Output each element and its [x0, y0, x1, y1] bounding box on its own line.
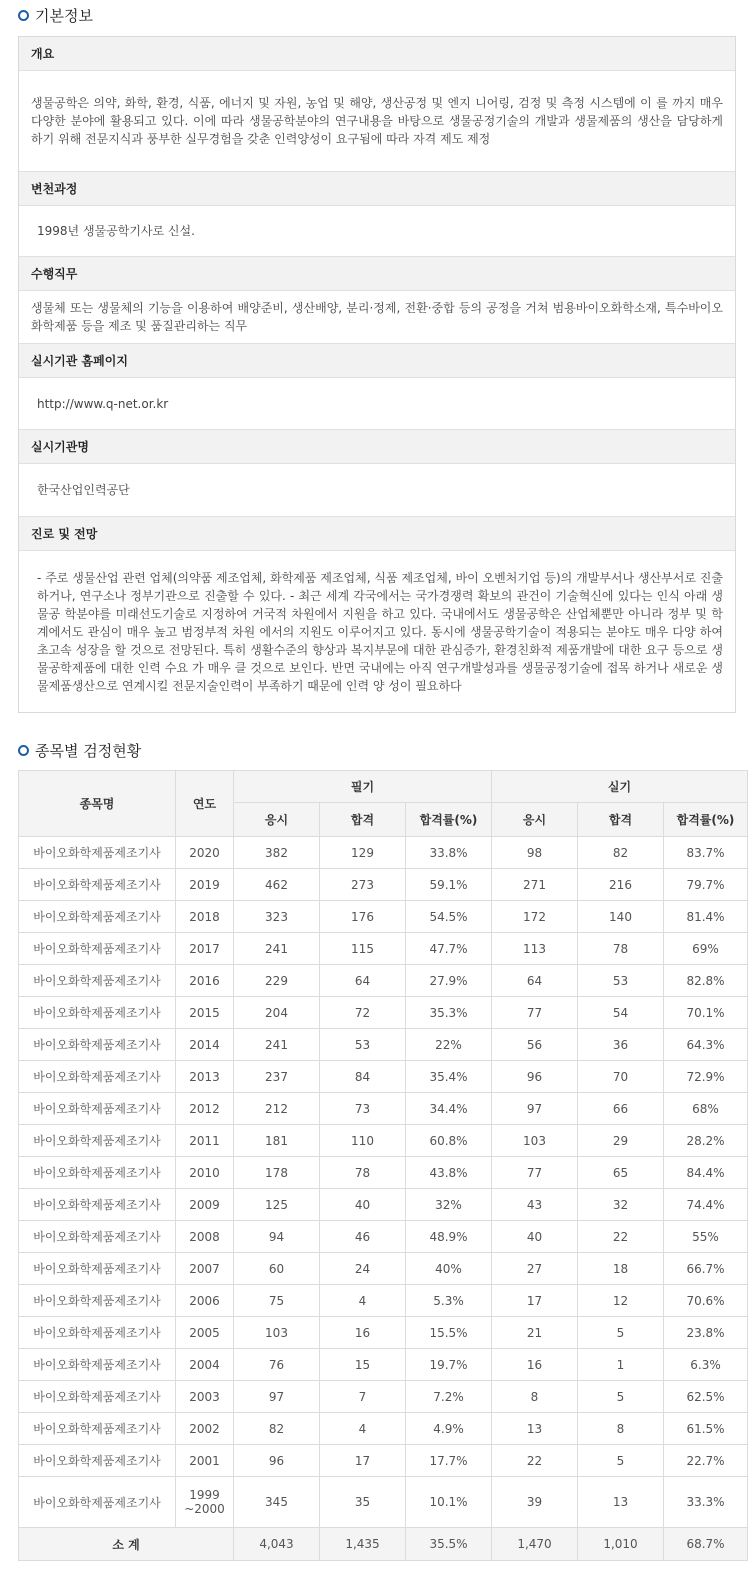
cell-written-rate: 19.7% [406, 1349, 492, 1381]
cell-written-passed: 78 [320, 1157, 406, 1189]
cell-name: 바이오화학제품제조기사 [19, 1029, 176, 1061]
cell-year: 2020 [176, 837, 234, 869]
cell-practical-applied: 103 [492, 1125, 578, 1157]
cell-written-applied: 96 [234, 1445, 320, 1477]
cell-written-applied: 462 [234, 869, 320, 901]
cell-practical-passed: 5 [578, 1317, 664, 1349]
cell-practical-passed: 216 [578, 869, 664, 901]
cell-year: 2011 [176, 1125, 234, 1157]
cell-practical-passed: 36 [578, 1029, 664, 1061]
cell-written-rate: 17.7% [406, 1445, 492, 1477]
cell-year: 1999 ~2000 [176, 1477, 234, 1528]
total-written-passed: 1,435 [320, 1528, 406, 1561]
cell-written-applied: 323 [234, 901, 320, 933]
section-bullet-icon [18, 10, 29, 21]
cell-written-applied: 60 [234, 1253, 320, 1285]
cell-practical-applied: 16 [492, 1349, 578, 1381]
cell-practical-applied: 21 [492, 1317, 578, 1349]
cell-written-rate: 40% [406, 1253, 492, 1285]
cell-written-passed: 84 [320, 1061, 406, 1093]
cell-written-applied: 125 [234, 1189, 320, 1221]
stats-title-text: 종목별 검정현황 [35, 742, 142, 760]
cell-name: 바이오화학제품제조기사 [19, 1317, 176, 1349]
cell-name: 바이오화학제품제조기사 [19, 933, 176, 965]
col-header-written-passed: 합격 [320, 803, 406, 837]
cell-practical-rate: 72.9% [664, 1061, 748, 1093]
cell-practical-rate: 74.4% [664, 1189, 748, 1221]
basic-info-title [18, 5, 93, 26]
cell-practical-applied: 64 [492, 965, 578, 997]
table-row [19, 1189, 748, 1221]
cell-year: 2013 [176, 1061, 234, 1093]
cell-practical-rate: 33.3% [664, 1477, 748, 1528]
cell-written-applied: 237 [234, 1061, 320, 1093]
cell-practical-rate: 69% [664, 933, 748, 965]
cell-practical-rate: 70.1% [664, 997, 748, 1029]
cell-practical-rate: 83.7% [664, 837, 748, 869]
cell-practical-rate: 82.8% [664, 965, 748, 997]
overview-text: 생물공학은 의약, 화학, 환경, 식품, 에너지 및 자원, 농업 및 해양, 생산공정 및 엔지 니어링, 검정 및 측정 시스템에 이 를 까지 매우 다양한 분야에 활용되고 있다. 이에 따라 생물공학분야의 연구내용을 바탕으로 생물공정기술의 개발과 생물제품의 생산을 담당하게 하기 위해 전문지식과 풍부한 실무경험을 갖춘 인력양성이 요구됨에 따라 자격 제도 제정 [31, 96, 723, 146]
cell-written-passed: 4 [320, 1413, 406, 1445]
cell-practical-applied: 13 [492, 1413, 578, 1445]
cell-name: 바이오화학제품제조기사 [19, 997, 176, 1029]
cell-written-rate: 35.3% [406, 997, 492, 1029]
cell-written-passed: 4 [320, 1285, 406, 1317]
cell-practical-rate: 6.3% [664, 1349, 748, 1381]
cell-practical-applied: 40 [492, 1221, 578, 1253]
cell-written-applied: 82 [234, 1413, 320, 1445]
cell-practical-applied: 97 [492, 1093, 578, 1125]
cell-written-passed: 273 [320, 869, 406, 901]
career-heading: 진로 및 전망 [19, 517, 735, 551]
cell-written-rate: 27.9% [406, 965, 492, 997]
cell-name: 바이오화학제품제조기사 [19, 1061, 176, 1093]
stats-table-body [19, 837, 748, 1528]
cell-written-rate: 32% [406, 1189, 492, 1221]
table-row [19, 1445, 748, 1477]
cell-written-rate: 10.1% [406, 1477, 492, 1528]
cell-practical-passed: 78 [578, 933, 664, 965]
table-row [19, 1093, 748, 1125]
cell-practical-applied: 98 [492, 837, 578, 869]
cell-written-rate: 54.5% [406, 901, 492, 933]
cell-year: 2002 [176, 1413, 234, 1445]
cell-year: 2007 [176, 1253, 234, 1285]
cell-written-passed: 176 [320, 901, 406, 933]
cell-practical-rate: 70.6% [664, 1285, 748, 1317]
cell-written-passed: 110 [320, 1125, 406, 1157]
cell-written-passed: 115 [320, 933, 406, 965]
cell-practical-rate: 23.8% [664, 1317, 748, 1349]
total-practical-passed: 1,010 [578, 1528, 664, 1561]
cell-name: 바이오화학제품제조기사 [19, 1445, 176, 1477]
cell-year: 2005 [176, 1317, 234, 1349]
cell-practical-rate: 68% [664, 1093, 748, 1125]
cell-written-applied: 382 [234, 837, 320, 869]
cell-practical-applied: 27 [492, 1253, 578, 1285]
cell-practical-passed: 12 [578, 1285, 664, 1317]
cell-practical-rate: 81.4% [664, 901, 748, 933]
agency-heading: 실시기관명 [19, 430, 735, 464]
cell-written-passed: 35 [320, 1477, 406, 1528]
cell-year: 2018 [176, 901, 234, 933]
table-row [19, 1413, 748, 1445]
cell-written-applied: 75 [234, 1285, 320, 1317]
cell-written-applied: 97 [234, 1381, 320, 1413]
cell-name: 바이오화학제품제조기사 [19, 869, 176, 901]
table-row [19, 1381, 748, 1413]
table-row [19, 1029, 748, 1061]
table-row [19, 933, 748, 965]
cell-practical-passed: 22 [578, 1221, 664, 1253]
col-header-practical: 실기 [492, 771, 748, 803]
career-body [19, 551, 735, 712]
cell-written-passed: 24 [320, 1253, 406, 1285]
homepage-heading: 실시기관 홈페이지 [19, 344, 735, 378]
cell-name: 바이오화학제품제조기사 [19, 1349, 176, 1381]
table-row [19, 837, 748, 869]
cell-name: 바이오화학제품제조기사 [19, 1253, 176, 1285]
cell-practical-rate: 61.5% [664, 1413, 748, 1445]
cell-written-rate: 59.1% [406, 869, 492, 901]
cell-written-applied: 241 [234, 1029, 320, 1061]
cell-name: 바이오화학제품제조기사 [19, 1221, 176, 1253]
agency-body [19, 464, 735, 517]
total-written-applied: 4,043 [234, 1528, 320, 1561]
cell-name: 바이오화학제품제조기사 [19, 1285, 176, 1317]
cell-practical-passed: 29 [578, 1125, 664, 1157]
cell-practical-rate: 66.7% [664, 1253, 748, 1285]
cell-practical-rate: 55% [664, 1221, 748, 1253]
cell-written-applied: 181 [234, 1125, 320, 1157]
history-heading: 변천과정 [19, 172, 735, 206]
table-row [19, 1477, 748, 1528]
cell-practical-passed: 8 [578, 1413, 664, 1445]
cell-year: 2015 [176, 997, 234, 1029]
cell-name: 바이오화학제품제조기사 [19, 1157, 176, 1189]
cell-year: 2012 [176, 1093, 234, 1125]
cell-name: 바이오화학제품제조기사 [19, 1125, 176, 1157]
cell-practical-passed: 5 [578, 1445, 664, 1477]
cell-year: 2009 [176, 1189, 234, 1221]
cell-year: 2017 [176, 933, 234, 965]
cell-practical-passed: 140 [578, 901, 664, 933]
col-header-practical-applied: 응시 [492, 803, 578, 837]
cell-written-passed: 46 [320, 1221, 406, 1253]
cell-written-applied: 241 [234, 933, 320, 965]
overview-body [19, 71, 735, 172]
cell-written-rate: 22% [406, 1029, 492, 1061]
table-row [19, 1253, 748, 1285]
cell-practical-passed: 5 [578, 1381, 664, 1413]
cell-practical-passed: 82 [578, 837, 664, 869]
cell-written-rate: 48.9% [406, 1221, 492, 1253]
cell-year: 2004 [176, 1349, 234, 1381]
duties-heading: 수행직무 [19, 257, 735, 291]
cell-practical-passed: 13 [578, 1477, 664, 1528]
cell-practical-passed: 65 [578, 1157, 664, 1189]
stats-table [18, 770, 748, 1561]
cell-written-passed: 16 [320, 1317, 406, 1349]
total-written-rate: 35.5% [406, 1528, 492, 1561]
cell-practical-applied: 8 [492, 1381, 578, 1413]
homepage-body [19, 378, 735, 430]
cell-written-passed: 40 [320, 1189, 406, 1221]
col-header-practical-rate: 합격률(%) [664, 803, 748, 837]
cell-written-passed: 73 [320, 1093, 406, 1125]
cell-written-passed: 15 [320, 1349, 406, 1381]
cell-practical-applied: 43 [492, 1189, 578, 1221]
total-label: 소 계 [19, 1528, 234, 1561]
history-text: 1998년 생물공학기사로 신설. [37, 224, 195, 238]
table-row [19, 869, 748, 901]
cell-year: 2006 [176, 1285, 234, 1317]
cell-year: 2001 [176, 1445, 234, 1477]
duties-body [19, 291, 735, 344]
cell-written-rate: 7.2% [406, 1381, 492, 1413]
cell-practical-applied: 22 [492, 1445, 578, 1477]
cell-practical-rate: 84.4% [664, 1157, 748, 1189]
cell-name: 바이오화학제품제조기사 [19, 837, 176, 869]
cell-written-applied: 345 [234, 1477, 320, 1528]
cell-practical-applied: 77 [492, 997, 578, 1029]
cell-written-passed: 64 [320, 965, 406, 997]
cell-practical-applied: 56 [492, 1029, 578, 1061]
cell-name: 바이오화학제품제조기사 [19, 1093, 176, 1125]
cell-written-rate: 4.9% [406, 1413, 492, 1445]
table-row [19, 1061, 748, 1093]
table-row [19, 997, 748, 1029]
col-header-practical-passed: 합격 [578, 803, 664, 837]
cell-practical-passed: 1 [578, 1349, 664, 1381]
cell-written-applied: 204 [234, 997, 320, 1029]
table-row [19, 1317, 748, 1349]
stats-title [18, 740, 141, 761]
total-row [19, 1528, 748, 1561]
cell-written-rate: 15.5% [406, 1317, 492, 1349]
cell-written-passed: 72 [320, 997, 406, 1029]
duties-text: 생물체 또는 생물체의 기능을 이용하여 배양준비, 생산배양, 분리·정제, 전환·중합 등의 공정을 거쳐 범용바이오화학소재, 특수바이오화학제품 등을 제조 및 품질관리하는 직무 [31, 301, 723, 333]
homepage-link[interactable]: http://www.q-net.or.kr [37, 396, 169, 411]
cell-written-passed: 17 [320, 1445, 406, 1477]
cell-written-passed: 7 [320, 1381, 406, 1413]
cell-written-passed: 53 [320, 1029, 406, 1061]
col-header-year: 연도 [176, 771, 234, 837]
cell-practical-passed: 66 [578, 1093, 664, 1125]
cell-name: 바이오화학제품제조기사 [19, 901, 176, 933]
col-header-written-applied: 응시 [234, 803, 320, 837]
cell-name: 바이오화학제품제조기사 [19, 1189, 176, 1221]
cell-written-applied: 229 [234, 965, 320, 997]
cell-year: 2016 [176, 965, 234, 997]
cell-year: 2019 [176, 869, 234, 901]
basic-info-title-text: 기본정보 [35, 7, 93, 25]
cell-name: 바이오화학제품제조기사 [19, 965, 176, 997]
table-row [19, 901, 748, 933]
cell-year: 2008 [176, 1221, 234, 1253]
cell-year: 2003 [176, 1381, 234, 1413]
col-header-written: 필기 [234, 771, 492, 803]
cell-written-rate: 47.7% [406, 933, 492, 965]
cell-written-applied: 103 [234, 1317, 320, 1349]
cell-name: 바이오화학제품제조기사 [19, 1381, 176, 1413]
cell-year: 2014 [176, 1029, 234, 1061]
table-row [19, 1285, 748, 1317]
cell-written-rate: 5.3% [406, 1285, 492, 1317]
cell-year: 2010 [176, 1157, 234, 1189]
cell-practical-rate: 22.7% [664, 1445, 748, 1477]
col-header-written-rate: 합격률(%) [406, 803, 492, 837]
overview-heading: 개요 [19, 37, 735, 71]
agency-text: 한국산업인력공단 [37, 483, 130, 497]
cell-practical-rate: 64.3% [664, 1029, 748, 1061]
cell-practical-passed: 18 [578, 1253, 664, 1285]
cell-name: 바이오화학제품제조기사 [19, 1477, 176, 1528]
cell-practical-rate: 79.7% [664, 869, 748, 901]
table-row [19, 965, 748, 997]
cell-practical-passed: 32 [578, 1189, 664, 1221]
basic-info-box [18, 36, 736, 713]
section-bullet-icon [18, 745, 29, 756]
total-practical-applied: 1,470 [492, 1528, 578, 1561]
cell-written-applied: 94 [234, 1221, 320, 1253]
cell-written-applied: 212 [234, 1093, 320, 1125]
table-row [19, 1349, 748, 1381]
table-row [19, 1221, 748, 1253]
cell-practical-rate: 28.2% [664, 1125, 748, 1157]
cell-practical-passed: 70 [578, 1061, 664, 1093]
table-row [19, 1125, 748, 1157]
history-body [19, 206, 735, 257]
cell-written-rate: 33.8% [406, 837, 492, 869]
cell-practical-applied: 77 [492, 1157, 578, 1189]
cell-practical-applied: 113 [492, 933, 578, 965]
cell-written-rate: 35.4% [406, 1061, 492, 1093]
cell-practical-applied: 172 [492, 901, 578, 933]
cell-written-rate: 43.8% [406, 1157, 492, 1189]
cell-practical-applied: 17 [492, 1285, 578, 1317]
cell-written-rate: 34.4% [406, 1093, 492, 1125]
total-practical-rate: 68.7% [664, 1528, 748, 1561]
cell-written-applied: 76 [234, 1349, 320, 1381]
cell-practical-rate: 62.5% [664, 1381, 748, 1413]
cell-written-rate: 60.8% [406, 1125, 492, 1157]
cell-practical-applied: 96 [492, 1061, 578, 1093]
cell-written-applied: 178 [234, 1157, 320, 1189]
col-header-name: 종목명 [19, 771, 176, 837]
cell-written-passed: 129 [320, 837, 406, 869]
cell-practical-applied: 271 [492, 869, 578, 901]
cell-practical-passed: 54 [578, 997, 664, 1029]
career-text: - 주로 생물산업 관련 업체(의약품 제조업체, 화학제품 제조업체, 식품 제조업체, 바이 오벤처기업 등)의 개발부서나 생산부서로 진출하거나, 연구소나 정부기관으로 진출할 수 있다. - 최근 세계 각국에서는 국가경쟁력 확보의 관건이 기술혁신에 있다는 인식 아래 생물공 학분야를 미래선도기술로 지정하여 거국적 차원에서 지원을 하고 있다. 국내에서도 생물공학은 산업체뿐만 아니라 정부 및 학계에서도 관심이 매우 높고 범정부적 차원 에서의 지원도 이루어지고 있다. 동시에 생물공학기술이 적용되는 분야도 매우 다양 하여 초고속 성장을 할 것으로 전망된다. 특히 생활수준의 향상과 복지부문에 대한 관심증가, 환경친화적 제품개발에 대한 요구 등으로 생물공학제품에 대한 인력 수요 가 매우 클 것으로 보인다. 반면 국내에는 아직 연구개발성과를 생물공정기술에 접목 하거나 새로운 생물제품생산으로 연계시킬 전문지술인력이 부족하기 때문에 인력 양 성이 필요하다 [37, 570, 723, 693]
table-row [19, 1157, 748, 1189]
cell-practical-applied: 39 [492, 1477, 578, 1528]
cell-name: 바이오화학제품제조기사 [19, 1413, 176, 1445]
cell-practical-passed: 53 [578, 965, 664, 997]
